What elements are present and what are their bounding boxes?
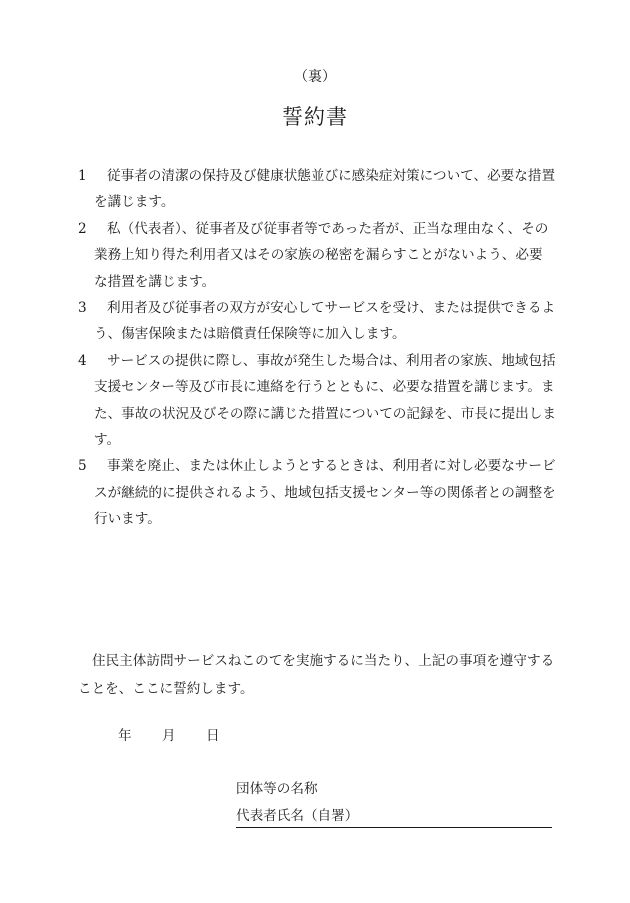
pledge-item-number: 2	[78, 220, 87, 237]
pledge-item-text: サービスの提供に際し、事故が発生した場合は、利用者の家族、地域包括支援センター等及び市長に連絡を行うとともに、必要な措置を講じます。また、事故の状況及びその際に講じた措置についての記録を、市長に提出します。	[94, 352, 556, 449]
representative-signature-line: 代表者氏名（自署）	[236, 802, 552, 828]
pledge-item	[78, 348, 556, 454]
pledge-item-text: 利用者及び従事者の双方が安心してサービスを受け、または提供できるよう、傷害保険または賠償責任保険等に加入します。	[94, 300, 556, 343]
pledge-item-text: 従事者の清潔の保持及び健康状態並びに感染症対策について、必要な措置を講じます。	[94, 168, 556, 211]
pledge-item-number: 5	[78, 458, 87, 475]
pledge-item-text: 私（代表者）、従事者及び従事者等であった者が、正当な理由なく、その業務上知り得た利用者又はその家族の秘密を漏らすことがないよう、必要な措置を講じます。	[94, 220, 549, 290]
pledge-item	[78, 295, 556, 348]
pledge-item	[78, 453, 556, 532]
pledge-declaration: 住民主体訪問サービスねこのてを実施するに当たり、上記の事項を遵守することを、ここに誓約します。	[78, 653, 555, 697]
pledge-item	[78, 163, 556, 216]
document-title: 誓約書	[282, 105, 348, 129]
signature-block	[236, 776, 552, 828]
pledge-item-number: 4	[78, 352, 87, 369]
organization-name-label: 団体等の名称	[236, 781, 318, 797]
pledge-list	[78, 163, 556, 533]
page-side-label: （裏）	[294, 69, 336, 85]
pledge-item-text: 事業を廃止、または休止しようとするときは、利用者に対し必要なサービスが継続的に提供されるよう、地域包括支援センター等の関係者との調整を行います。	[94, 458, 556, 528]
pledge-item-number: 3	[78, 300, 87, 317]
date-line	[118, 724, 220, 744]
pledge-item	[78, 216, 556, 295]
date-year-label: 年	[118, 728, 132, 744]
date-month-label: 月	[162, 728, 176, 744]
pledge-item-number: 1	[78, 168, 87, 184]
date-day-label: 日	[206, 728, 220, 744]
